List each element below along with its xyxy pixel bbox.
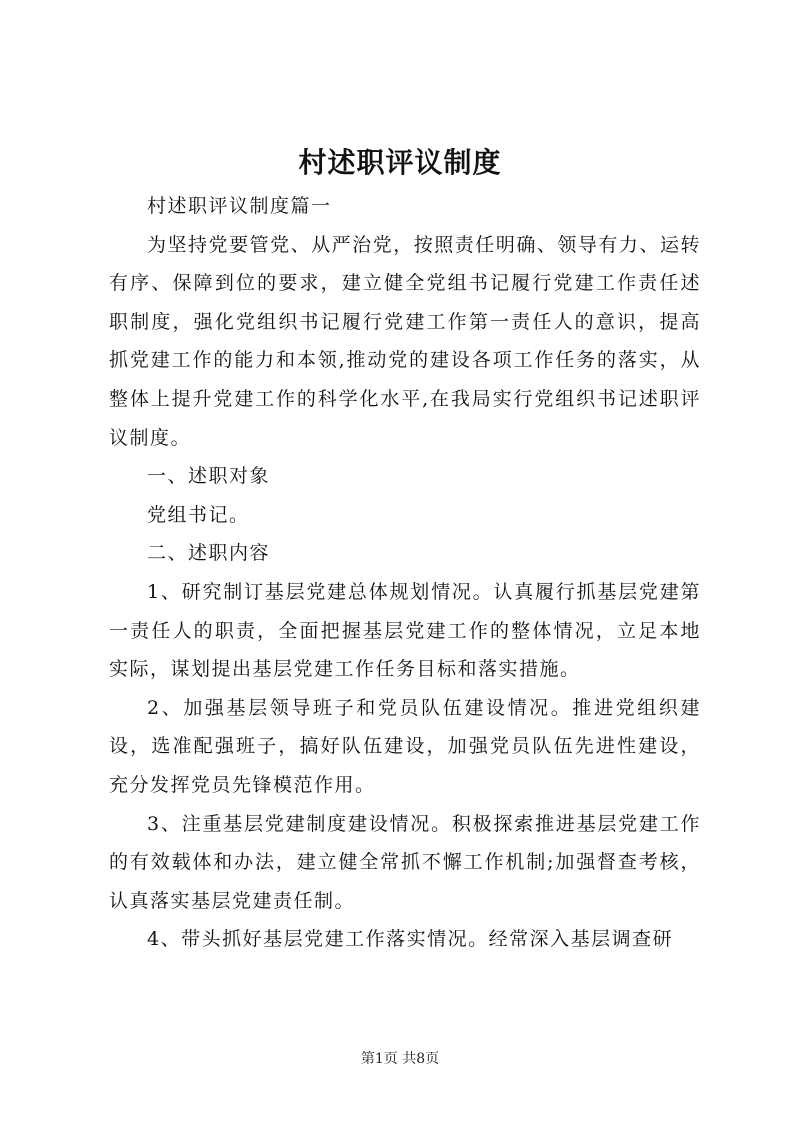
content-item-2: 2、加强基层领导班子和党员队伍建设情况。推进党组织建设，选准配强班子，搞好队伍建设，加强党员队伍先进性建设，充分发挥党员先锋模范作用。 [109,696,701,796]
intro-paragraph: 为坚持党要管党、从严治党，按照责任明确、领导有力、运转有序、保障到位的要求，建立健全党组书记履行党建工作责任述职制度，强化党组织书记履行党建工作第一责任人的意识，提高抓党建工作的能力和本领,推动党的建设各项工作任务的落实，从整体上提升党建工作的科学化水平,在我局实行党组织书记述职评议制度。 [109,233,701,449]
section-heading-objects: 一、述职对象 [147,465,271,488]
document-body [109,187,701,959]
document-title: 村述职评议制度 [298,146,502,179]
content-item-1: 1、研究制订基层党建总体规划情况。认真履行抓基层党建第一责任人的职责，全面把握基层党建工作的整体情况，立足本地实际，谋划提出基层党建工作任务目标和落实措施。 [109,580,701,681]
content-item-4: 4、带头抓好基层党建工作落实情况。经常深入基层调查研 [147,928,674,951]
page-number: 第1页 共8页 [360,1051,440,1067]
objects-paragraph: 党组书记。 [147,503,250,526]
page-footer [0,1049,800,1069]
section-heading-content: 二、述职内容 [147,542,271,565]
subtitle-paragraph: 村述职评议制度篇一 [147,195,332,217]
content-item-3: 3、注重基层党建制度建设情况。积极探索推进基层党建工作的有效载体和办法，建立健全常抓不懈工作机制;加强督查考核，认真落实基层党建责任制。 [109,812,701,912]
